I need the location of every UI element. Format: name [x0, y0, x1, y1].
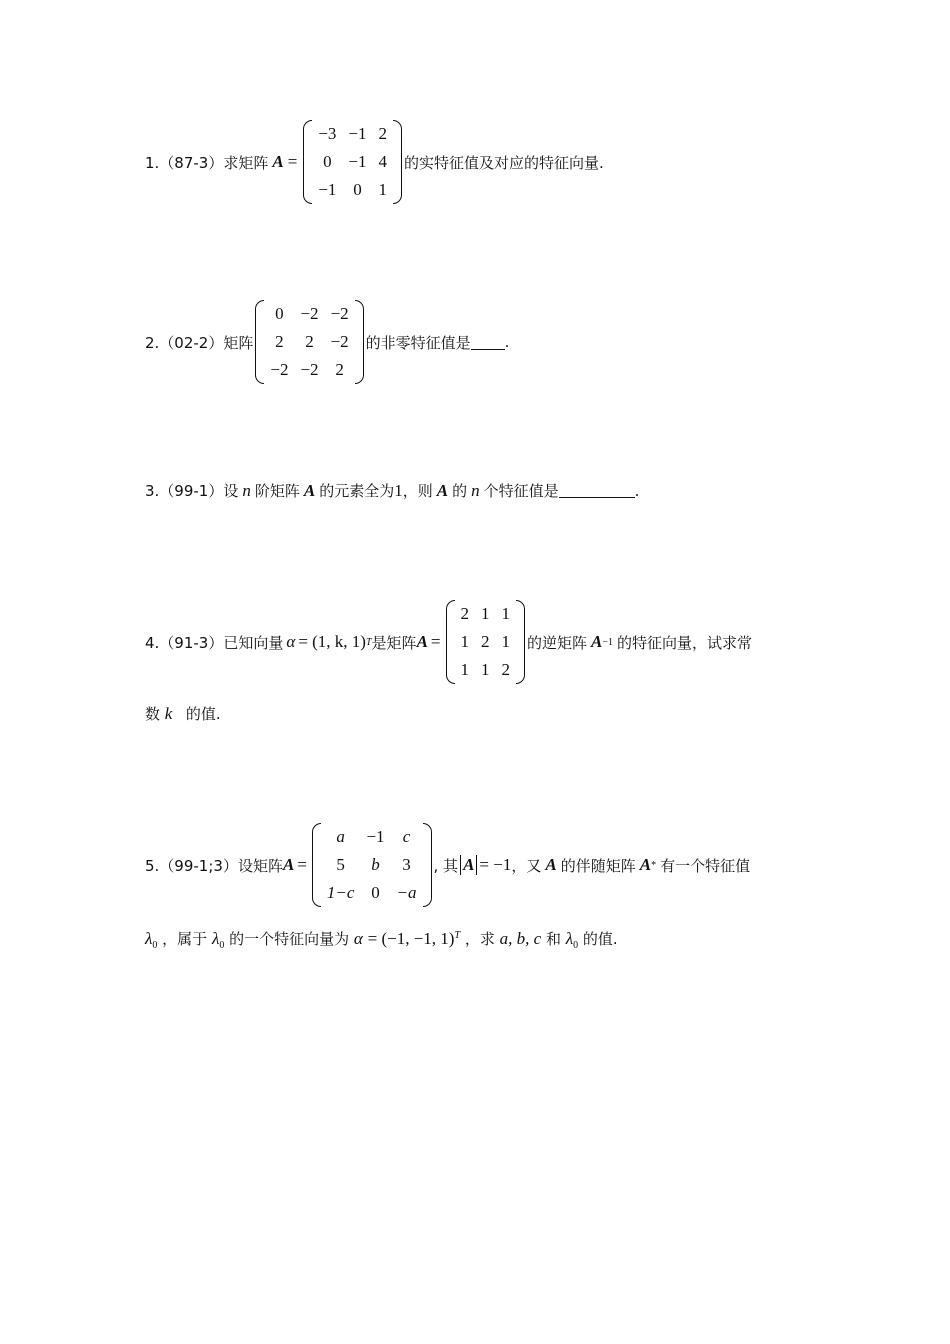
equals-sign: = — [297, 855, 307, 874]
matrix-cell: 5 — [336, 855, 345, 874]
problem-3-end: . — [634, 481, 640, 500]
problem-4-text: 的逆矩阵 — [527, 633, 588, 652]
problem-3-text: 设 — [223, 482, 239, 500]
adjugate-star: * — [651, 859, 657, 871]
matrix-symbol: A — [463, 855, 475, 874]
matrix-symbol: A — [591, 632, 603, 651]
problem-1 — [145, 120, 604, 204]
problem-5-text: ，求 — [464, 930, 495, 948]
variable-n: n — [471, 480, 480, 500]
matrix-symbol: A — [416, 632, 428, 651]
equals-sign: = — [430, 632, 441, 651]
matrix-cell: −1 — [348, 124, 367, 143]
matrix-cell: 4 — [378, 152, 387, 171]
number-one: 1 — [394, 480, 403, 500]
answer-blank — [471, 335, 505, 350]
problem-4 — [145, 600, 752, 684]
problem-1-label: 1.（87-3） — [145, 153, 224, 172]
problem-5-label: 5.（99-1;3） — [145, 856, 238, 875]
matrix-5 — [312, 823, 432, 907]
matrix-cell: −2 — [300, 360, 319, 379]
matrix-cell: −1 — [318, 180, 337, 199]
problem-2 — [145, 300, 509, 384]
vector-value: = (1, k, 1) — [298, 632, 366, 651]
problem-3-text: 的 — [452, 482, 468, 500]
matrix-cell: −3 — [318, 124, 337, 143]
matrix-cell: c — [402, 827, 411, 846]
problem-2-end: . — [504, 333, 510, 351]
matrix-symbol: A — [545, 855, 557, 874]
variables-abc: a, b, c — [499, 929, 542, 948]
matrix-cell: 1−c — [326, 883, 355, 902]
matrix-cell: 0 — [371, 883, 380, 902]
problem-5 — [145, 823, 750, 907]
matrix-cell: 0 — [275, 304, 284, 323]
matrix-cell: 1 — [378, 180, 387, 199]
problem-5-text: ，又 — [511, 856, 542, 875]
transpose-mark: T — [365, 636, 372, 648]
lambda-subscript: 0 — [219, 940, 225, 951]
equals-sign: = — [287, 152, 298, 171]
problem-3-text: 个特征值是 — [483, 482, 559, 500]
determinant-value: = −1 — [479, 855, 512, 874]
problem-3 — [145, 480, 639, 501]
lambda-subscript: 0 — [573, 940, 579, 951]
problem-3-text: 阶矩阵 — [254, 482, 300, 500]
matrix-cell: 2 — [275, 332, 284, 351]
matrix-cell: −a — [396, 883, 417, 902]
matrix-1 — [303, 120, 402, 204]
problem-5-text: 的伴随矩阵 — [560, 856, 636, 875]
problem-4-line-2 — [145, 703, 221, 724]
matrix-cell: −1 — [348, 152, 367, 171]
problem-4-text: 的特征向量，试求常 — [617, 633, 753, 652]
matrix-2 — [255, 300, 363, 384]
problem-4-text: 是矩阵 — [371, 633, 417, 652]
matrix-cell: −2 — [330, 304, 349, 323]
matrix-cell: 1 — [460, 632, 469, 651]
matrix-cell: 2 — [305, 332, 314, 351]
matrix-4 — [446, 600, 526, 684]
transpose-mark: T — [454, 930, 461, 941]
problem-4-label: 4.（91-3） — [145, 633, 224, 652]
problem-3-text: ，则 — [402, 482, 433, 500]
problem-5-text: , 其 — [433, 856, 459, 875]
problem-4-text: 的值. — [185, 705, 221, 723]
problem-3-label: 3.（99-1） — [145, 482, 224, 500]
matrix-cell: 1 — [481, 660, 490, 679]
lambda-symbol: λ — [211, 929, 220, 948]
matrix-symbol: A — [436, 480, 449, 500]
matrix-cell: 2 — [378, 124, 387, 143]
determinant-bar — [476, 855, 477, 875]
matrix-cell: 1 — [481, 604, 490, 623]
matrix-symbol: A — [282, 855, 295, 874]
variable-n: n — [242, 480, 251, 500]
lambda-symbol: λ — [145, 929, 153, 948]
vector-alpha: α — [353, 929, 363, 948]
matrix-cell: 1 — [460, 660, 469, 679]
problem-4-text: 数 — [145, 705, 161, 723]
matrix-cell: −1 — [366, 827, 385, 846]
matrix-cell: 2 — [460, 604, 469, 623]
determinant-bar — [460, 855, 461, 875]
matrix-cell: −2 — [270, 360, 289, 379]
matrix-cell: 1 — [501, 604, 510, 623]
problem-1-text-post: 的实特征值及对应的特征向量. — [404, 153, 604, 172]
matrix-symbol: A — [639, 855, 652, 874]
vector-alpha: α — [286, 632, 296, 651]
matrix-cell: 2 — [481, 632, 490, 651]
matrix-cell: 0 — [353, 180, 362, 199]
matrix-symbol: A — [303, 480, 316, 500]
problem-5-text: 和 — [545, 930, 561, 948]
lambda-subscript: 0 — [152, 940, 158, 951]
problem-5-text: 的一个特征向量为 — [229, 930, 350, 948]
problem-4-text: 已知向量 — [223, 633, 284, 652]
matrix-cell: 1 — [501, 632, 510, 651]
problem-5-text: 设矩阵 — [237, 856, 283, 875]
lambda-symbol: λ — [565, 929, 574, 948]
matrix-cell: 0 — [323, 152, 332, 171]
matrix-cell: a — [336, 827, 345, 846]
answer-blank — [559, 483, 635, 498]
matrix-symbol: A — [272, 152, 284, 171]
problem-5-text: 有一个特征值 — [660, 856, 751, 875]
inverse-exponent: −1 — [602, 636, 613, 648]
problem-2-text-post: 的非零特征值是 — [365, 333, 471, 352]
problem-5-text: ，属于 — [162, 930, 208, 948]
problem-2-text-pre: 矩阵 — [223, 333, 254, 352]
matrix-cell: −2 — [330, 332, 349, 351]
problem-1-text-pre: 求矩阵 — [223, 153, 269, 172]
matrix-cell: 3 — [402, 855, 411, 874]
problem-3-text: 的元素全为 — [319, 482, 395, 500]
matrix-cell: b — [371, 855, 380, 874]
problem-5-text: 的值. — [582, 930, 618, 948]
matrix-cell: 2 — [501, 660, 510, 679]
vector-value: = (−1, −1, 1) — [367, 929, 455, 948]
problem-2-label: 2.（02-2） — [145, 333, 224, 352]
matrix-cell: −2 — [300, 304, 319, 323]
variable-k: k — [164, 704, 173, 723]
problem-5-line-2 — [145, 928, 618, 951]
matrix-cell: 2 — [335, 360, 344, 379]
